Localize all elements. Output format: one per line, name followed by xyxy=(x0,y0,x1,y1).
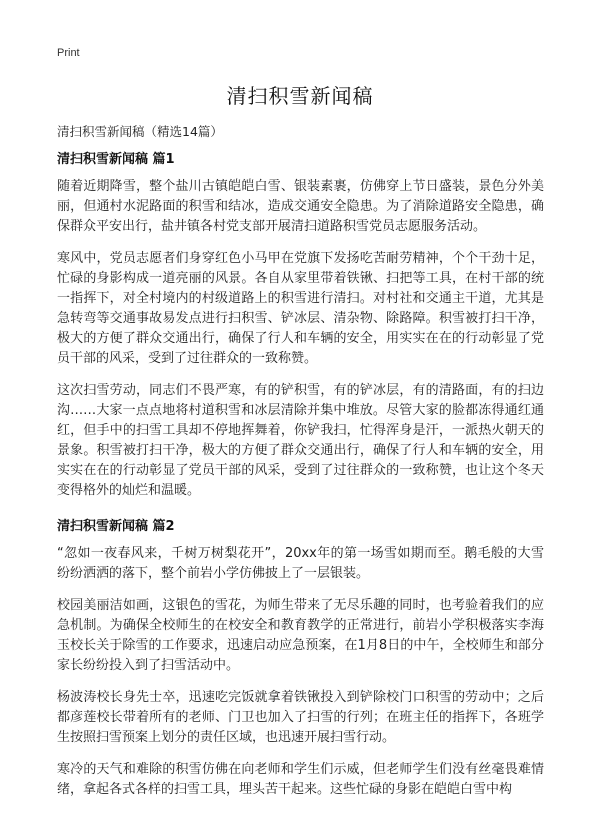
document-subtitle: 清扫积雪新闻稿（精选14篇） xyxy=(57,124,223,139)
section-heading: 清扫积雪新闻稿 篇1 xyxy=(57,152,175,167)
paragraph: “忽如一夜春风来，千树万树梨花开”，20xx年的第一场雪如期而至。鹅毛般的大雪纷纷洒洒的落下，整个前岩小学仿佛披上了一层银装。 xyxy=(57,546,544,581)
paragraph: 寒风中，党员志愿者们身穿红色小马甲在党旗下发扬吃苦耐劳精神，个个干劲十足，忙碌的身影构成一道亮丽的风景。各自从家里带着铁锹、扫把等工具，在村干部的统一指挥下，对全村境内的村级道路上的积雪进行清扫。对村社和交通主干道，尤其是急转弯等交通事故易发点进行扫积雪、铲冰层、清杂物、除路障。积雪被打扫干净，极大的方便了群众交通出行，确保了行人和车辆的安全，用实实在在的行动彰显了党员干部的风采，受到了过往群众的一致称赞。 xyxy=(57,251,544,366)
document-content xyxy=(57,148,544,812)
paragraph: 杨波涛校长身先士卒，迅速吃完饭就拿着铁锹投入到铲除校门口积雪的劳动中；之后都彦莲校长带着所有的老师、门卫也加入了扫雪的行列；在班主任的指挥下，各班学生按照扫雪预案上划分的责任区域，也迅速开展扫雪行动。 xyxy=(57,690,544,745)
paragraph: 随着近期降雪，整个盐川古镇皑皑白雪、银装素裹，仿佛穿上节日盛装，景色分外美丽，但通村水泥路面的积雪和结冰，造成交通安全隐患。为了消除道路安全隐患，确保群众平安出行，盐井镇各村党支部开展清扫道路积雪党员志愿服务活动。 xyxy=(57,179,544,234)
section-heading: 清扫积雪新闻稿 篇2 xyxy=(57,519,175,534)
print-label[interactable]: Print xyxy=(57,47,80,59)
paragraph: 这次扫雪劳动，同志们不畏严寒，有的铲积雪，有的铲冰层，有的清路面，有的扫边沟……大家一点点地将村道积雪和冰层清除并集中堆放。尽管大家的脸都冻得通红通红，但手中的扫雪工具却不停地挥舞着，你铲我扫，忙得浑身是汗，一派热火朝天的景象。积雪被打扫干净，极大的方便了群众交通出行，确保了行人和车辆的安全，用实实在在的行动彰显了党员干部的风采，受到了过往群众的一致称赞，也让这个冬天变得格外的灿烂和温暖。 xyxy=(57,383,544,498)
paragraph: 寒冷的天气和难除的积雪仿佛在向老师和学生们示威，但老师学生们没有丝毫畏难情绪，拿起各式各样的扫雪工具，埋头苦干起来。这些忙碌的身影在皑皑白雪中构 xyxy=(57,762,544,797)
paragraph: 校园美丽洁如画，这银色的雪花，为师生带来了无尽乐趣的同时，也考验着我们的应急机制。为确保全校师生的在校安全和教育教学的正常进行，前岩小学积极落实李海玉校长关于除雪的工作要求，迅速启动应急预案，在1月8日的中午，全校师生和部分家长纷纷投入到了扫雪活动中。 xyxy=(57,598,544,673)
section-1 xyxy=(57,148,544,501)
section-2 xyxy=(57,515,544,800)
document-title: 清扫积雪新闻稿 xyxy=(226,84,374,108)
